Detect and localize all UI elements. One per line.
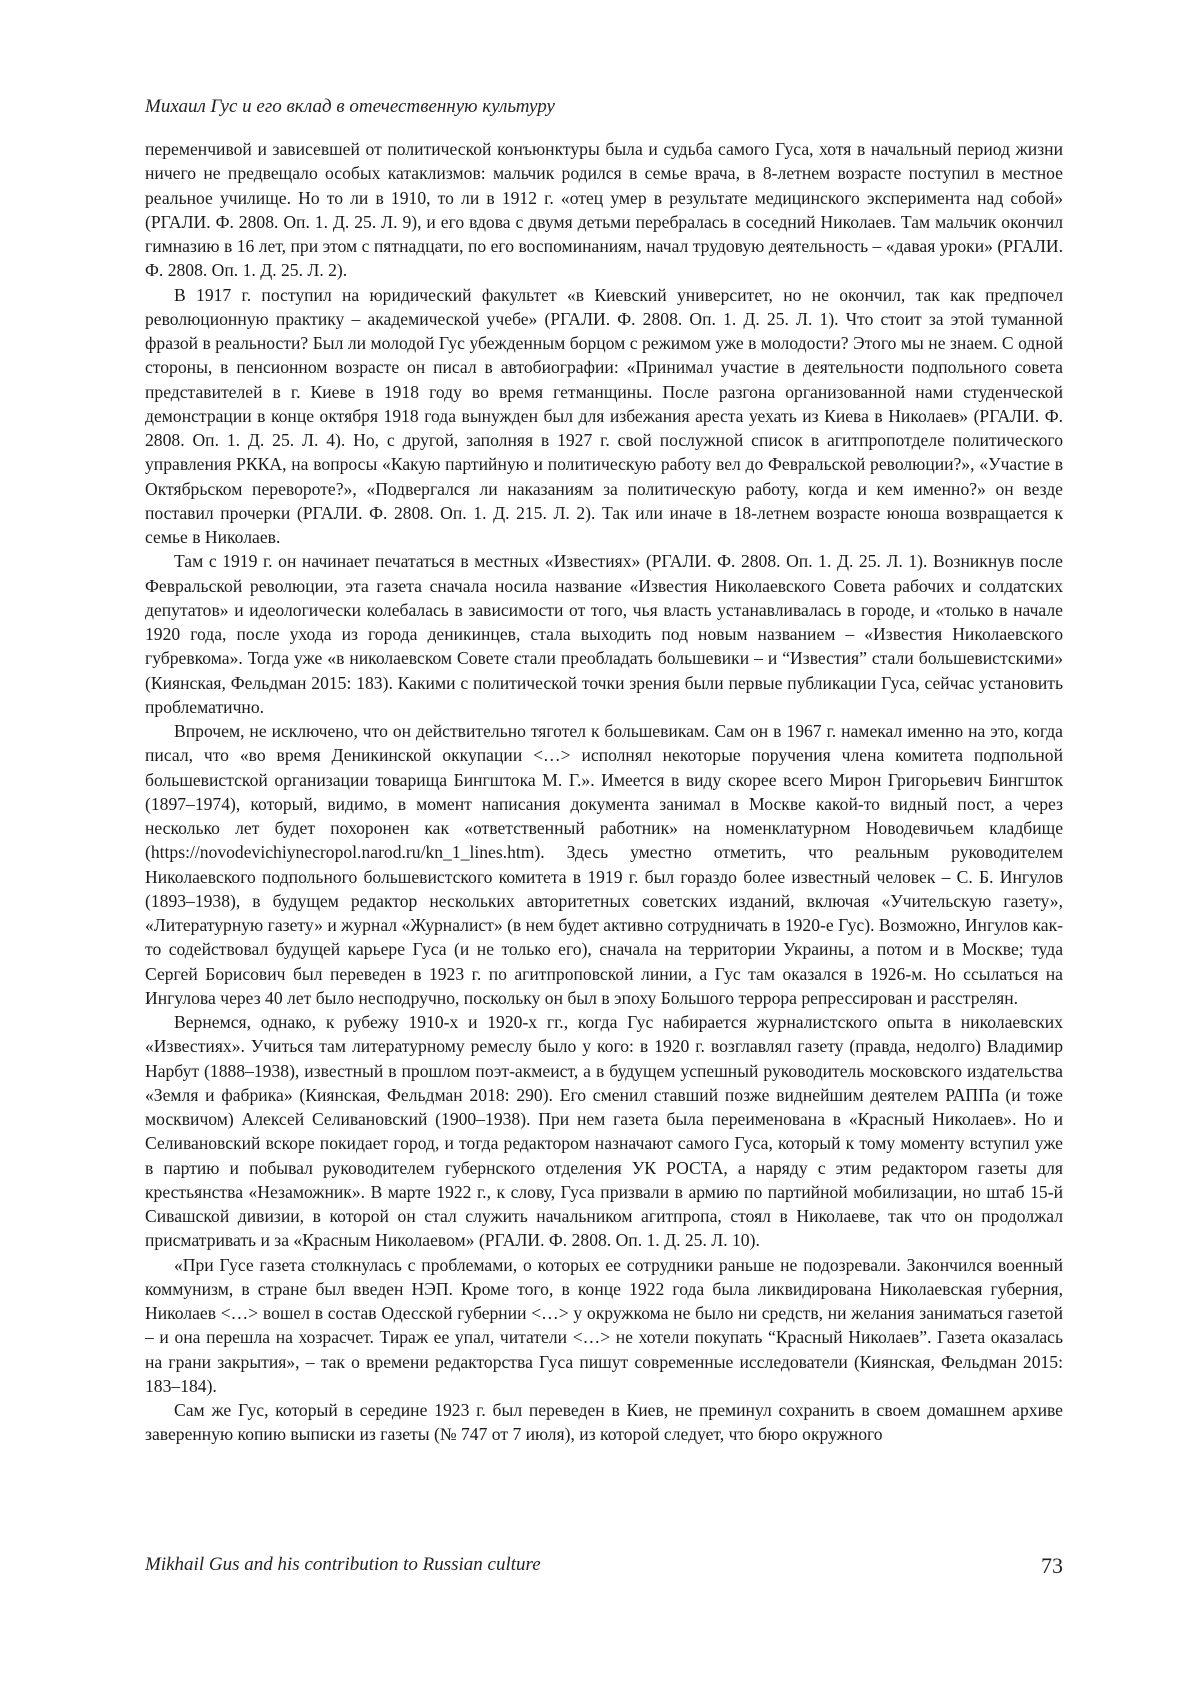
paragraph: «При Гусе газета столкнулась с проблемами, о которых ее сотрудники раньше не подозревали. Закончился военный коммунизм, в стране был введен НЭП. Кроме того, в конце 1922 года была ликвидирована Николаевская губерния, Николаев <…> вошел в состав Одесской губернии <…> у окружкома не было ни средств, ни желания заниматься газетой – и она перешла на хозрасчет. Тираж ее упал, читатели <…> не хотели покупать “Красный Николаев”. Газета оказалась на грани закрытия», – так о времени редакторства Гуса пишут современные исследователи (Киянская, Фельдман 2015: 183–184). [145,1254,1063,1396]
paragraph: Вернемся, однако, к рубежу 1910-х и 1920-х гг., когда Гус набирается журналистского опыта в николаевских «Известиях». Учиться там литературному ремеслу было у кого: в 1920 г. возглавлял газету (правда, недолго) Владимир Нарбут (1888–1938), известный в прошлом поэт-акмеист, а в будущем успешный руководитель московского издательства «Земля и фабрика» (Киянская, Фельдман 2018: 290). Его сменил ставший позже виднейшим деятелем РАППа (и тоже москвичом) Алексей Селивановский (1900–1938). При нем газета была переименована в «Красный Николаев». Но и Селивановский вскоре покидает город, и тогда редактором назначают самого Гуса, который к тому моменту вступил уже в партию и побывал руководителем губернского отделения УК РОСТА, а наряду с этим редактором газеты для крестьянства «Незаможник». В марте 1922 г., к слову, Гуса призвали в армию по партийной мобилизации, но штаб 15-й Сивашской дивизии, в которой он стал служить начальником агитпропа, стоял в Николаеве, так что он продолжал присматривать и за «Красным Николаевом» (РГАЛИ. Ф. 2808. Оп. 1. Д. 25. Л. 10). [145,1012,1063,1251]
paragraph-continued: переменчивой и зависевшей от политической конъюнктуры была и судьба самого Гуса, хотя в начальный период жизни ничего не предвещало особых катаклизмов: мальчик родился в семье врача, в 8-летнем возрасте поступил в местное реальное училище. Но то ли в 1910, то ли в 1912 г. «отец умер в результате медицинского эксперимента над собой» (РГАЛИ. Ф. 2808. Оп. 1. Д. 25. Л. 9), и его вдова с двумя детьми перебралась в соседний Николаев. Там мальчик окончил гимназию в 16 лет, при этом с пятнадцати, по его воспоминаниям, начал трудовую деятельность – «давая уроки» (РГАЛИ. Ф. 2808. Оп. 1. Д. 25. Л. 2). [145,139,1063,281]
page-number: 73 [1041,1553,1063,1578]
paragraph: Сам же Гус, который в середине 1923 г. был переведен в Киев, не преминул сохранить в своем домашнем архиве заверенную копию выписки из газеты (№ 747 от 7 июля), из которой следует, что бюро окружного [145,1400,1063,1445]
paragraph: В 1917 г. поступил на юридический факультет «в Киевский университет, но не окончил, так как предпочел революционную практику – академической учебе» (РГАЛИ. Ф. 2808. Оп. 1. Д. 25. Л. 1). Что стоит за этой туманной фразой в реальности? Был ли молодой Гус убежденным борцом с режимом уже в молодости? Этого мы не знаем. С одной стороны, в пенсионном возрасте он писал в автобиографии: «Принимал участие в деятельности подпольного совета представителей в г. Киеве в 1918 году во время гетманщины. После разгона организованной нами студенческой демонстрации в конце октября 1918 года вынужден был для избежания ареста уехать из Киева в Николаев» (РГАЛИ. Ф. 2808. Оп. 1. Д. 25. Л. 4). Но, с другой, заполняя в 1927 г. свой послужной список в агитпропотделе политического управления РККА, на вопросы «Какую партийную и политическую работу вел до Февральской революции?», «Участие в Октябрьском перевороте?», «Подвергался ли наказаниям за политическую работу, когда и кем именно?» он везде поставил прочерки (РГАЛИ. Ф. 2808. Оп. 1. Д. 215. Л. 2). Так или иначе в 18-летнем возрасте юноша возвращается к семье в Николаев. [145,284,1063,547]
article-body [145,137,1063,1447]
running-footer: Mikhail Gus and his contribution to Russian culture [145,1554,541,1575]
paragraph: Там с 1919 г. он начинает печататься в местных «Известиях» (РГАЛИ. Ф. 2808. Оп. 1. Д. 25. Л. 1). Возникнув после Февральской революции, эта газета сначала носила название «Известия Николаевского Совета рабочих и солдатских депутатов» и идеологически колебалась в зависимости от того, чья власть устанавливалась в городе, и «только в начале 1920 года, после ухода из города деникинцев, стала выходить под новым названием – «Известия Николаевского губревкома». Тогда уже «в николаевском Совете стали преобладать большевики – и “Известия” стали большевистскими» (Киянская, Фельдман 2015: 183). Какими с политической точки зрения были первые публикации Гуса, сейчас установить проблематично. [145,551,1063,717]
paragraph: Впрочем, не исключено, что он действительно тяготел к большевикам. Сам он в 1967 г. намекал именно на это, когда писал, что «во время Деникинской оккупации <…> исполнял некоторые поручения члена комитета подпольной большевистской организации товарища Бингштока М. Г.». Имеется в виду скорее всего Мирон Григорьевич Бингшток (1897–1974), который, видимо, в момент написания документа занимал в Москве какой-то видный пост, а через несколько лет будет похоронен как «ответственный работник» на номенклатурном Новодевичьем кладбище (https://novodevichiynecropol.narod.ru/kn_1_lines.htm). Здесь уместно отметить, что реальным руководителем Николаевского подпольного большевистского комитета в 1919 г. был гораздо более известный человек – С. Б. Ингулов (1893–1938), в будущем редактор нескольких авторитетных советских изданий, включая «Учительскую газету», «Литературную газету» и журнал «Журналист» (в нем будет активно сотрудничать в 1920-е Гус). Возможно, Ингулов как-то содействовал будущей карьере Гуса (и не только его), сначала на территории Украины, а потом и в Москве; туда Сергей Борисович был переведен в 1923 г. по агитпроповской линии, а Гус там оказался в 1926-м. Но ссылаться на Ингулова через 40 лет было несподручно, поскольку он был в эпоху Большого террора репрессирован и расстрелян. [145,721,1063,1008]
running-header: Михаил Гус и его вклад в отечественную культуру [145,96,555,117]
